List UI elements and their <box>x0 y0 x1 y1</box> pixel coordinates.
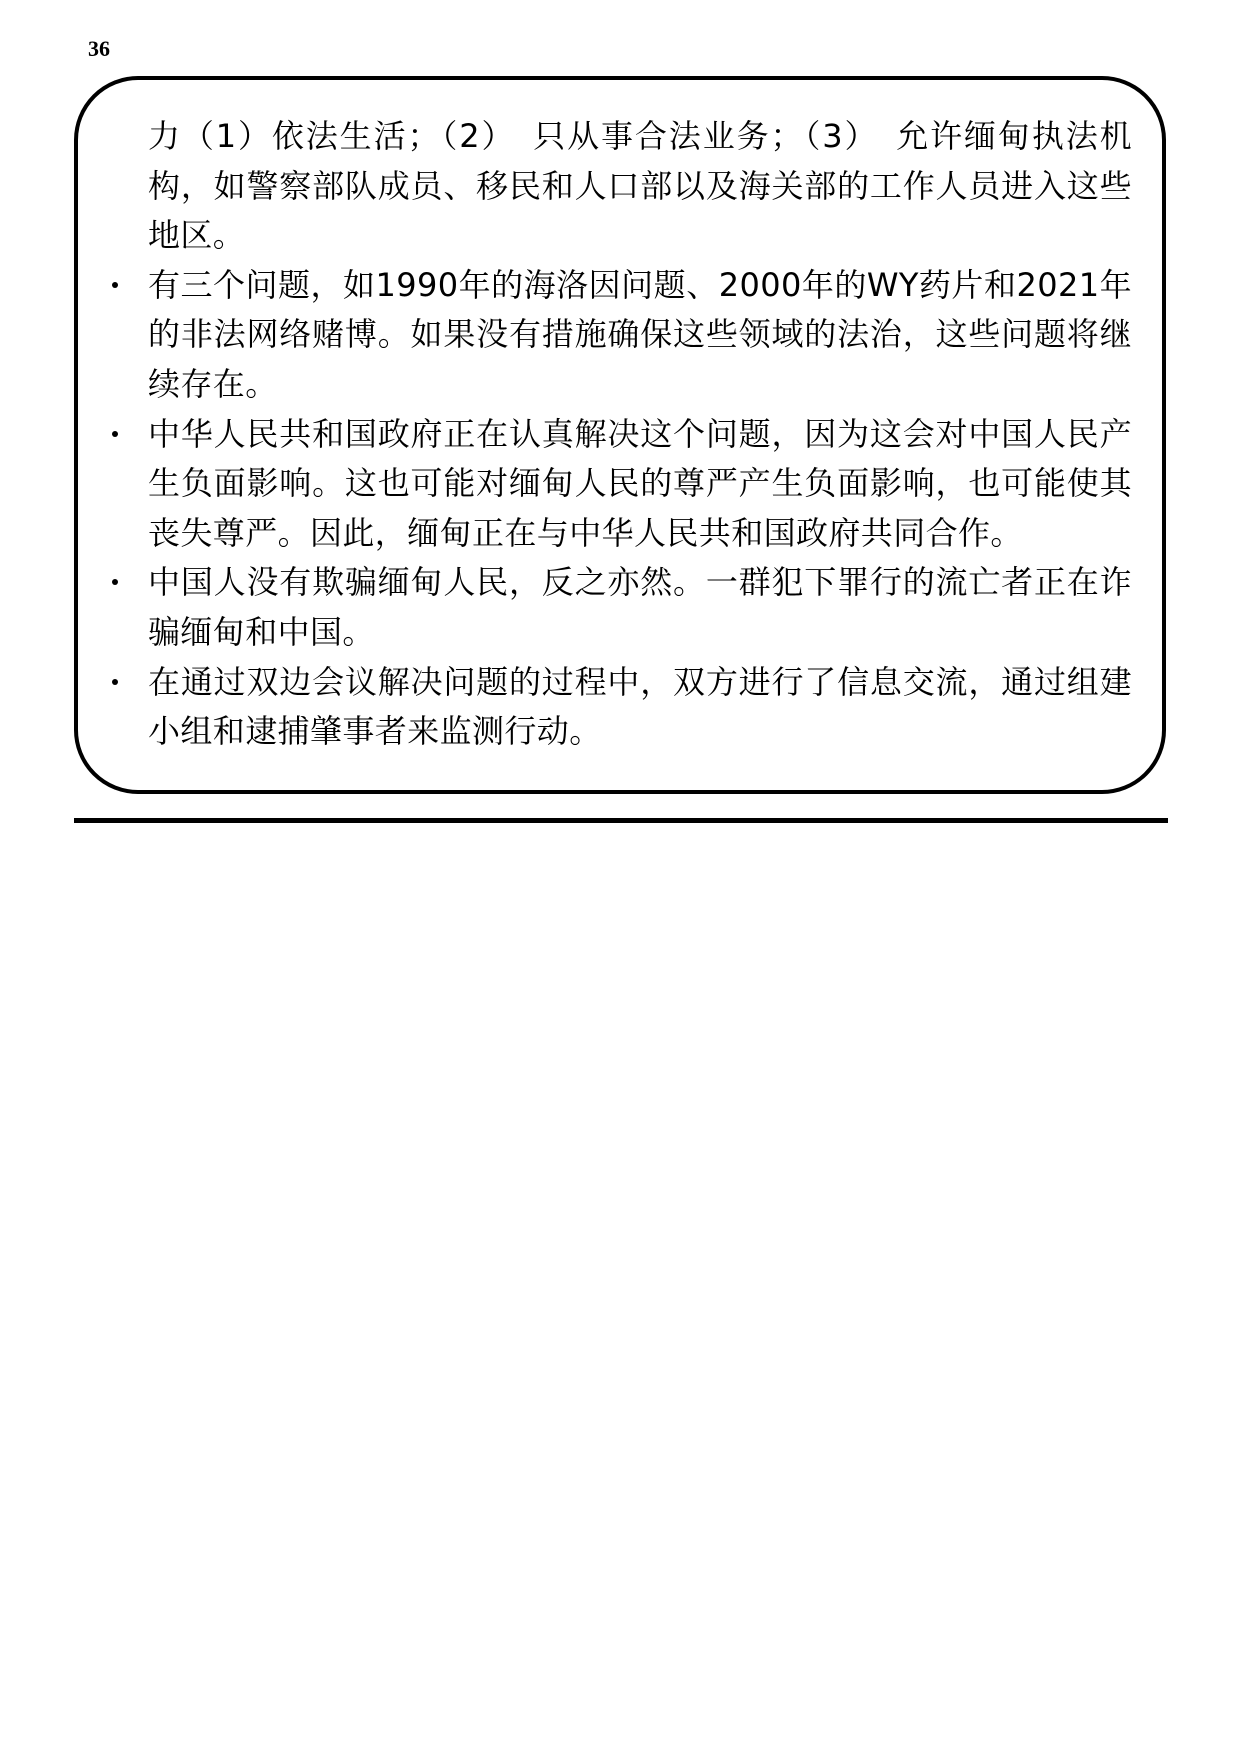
page-number: 36 <box>88 36 110 61</box>
bullet-item <box>148 558 1132 657</box>
continuation-paragraph: 力（1）依法生活；（2） 只从事合法业务；（3） 允许缅甸执法机构，如警察部队成员、移民和人口部以及海关部的工作人员进入这些地区。 <box>148 117 1132 255</box>
bullet-dot-icon <box>112 431 118 437</box>
bullet-item <box>148 261 1132 410</box>
bullet-item <box>148 658 1132 757</box>
bullet-text: 中国人没有欺骗缅甸人民，反之亦然。一群犯下罪行的流亡者正在诈骗缅甸和中国。 <box>148 563 1132 651</box>
bullet-text: 在通过双边会议解决问题的过程中，双方进行了信息交流，通过组建小组和逮捕肇事者来监测行动。 <box>148 662 1132 751</box>
bullet-dot-icon <box>112 679 118 685</box>
note-content <box>148 112 1132 757</box>
bullet-dot-icon <box>112 282 118 288</box>
horizontal-rule <box>74 818 1168 823</box>
bullet-text: 中华人民共和国政府正在认真解决这个问题，因为这会对中国人民产生负面影响。这也可能对缅甸人民的尊严产生负面影响，也可能使其丧失尊严。因此，缅甸正在与中华人民共和国政府共同合作。 <box>148 414 1132 552</box>
bullet-text: 有三个问题，如1990年的海洛因问题、2000年的WY药片和2021年的非法网络赌博。如果没有措施确保这些领域的法治，这些问题将继续存在。 <box>148 265 1132 403</box>
bullet-list <box>148 261 1132 757</box>
bullet-item <box>148 410 1132 559</box>
